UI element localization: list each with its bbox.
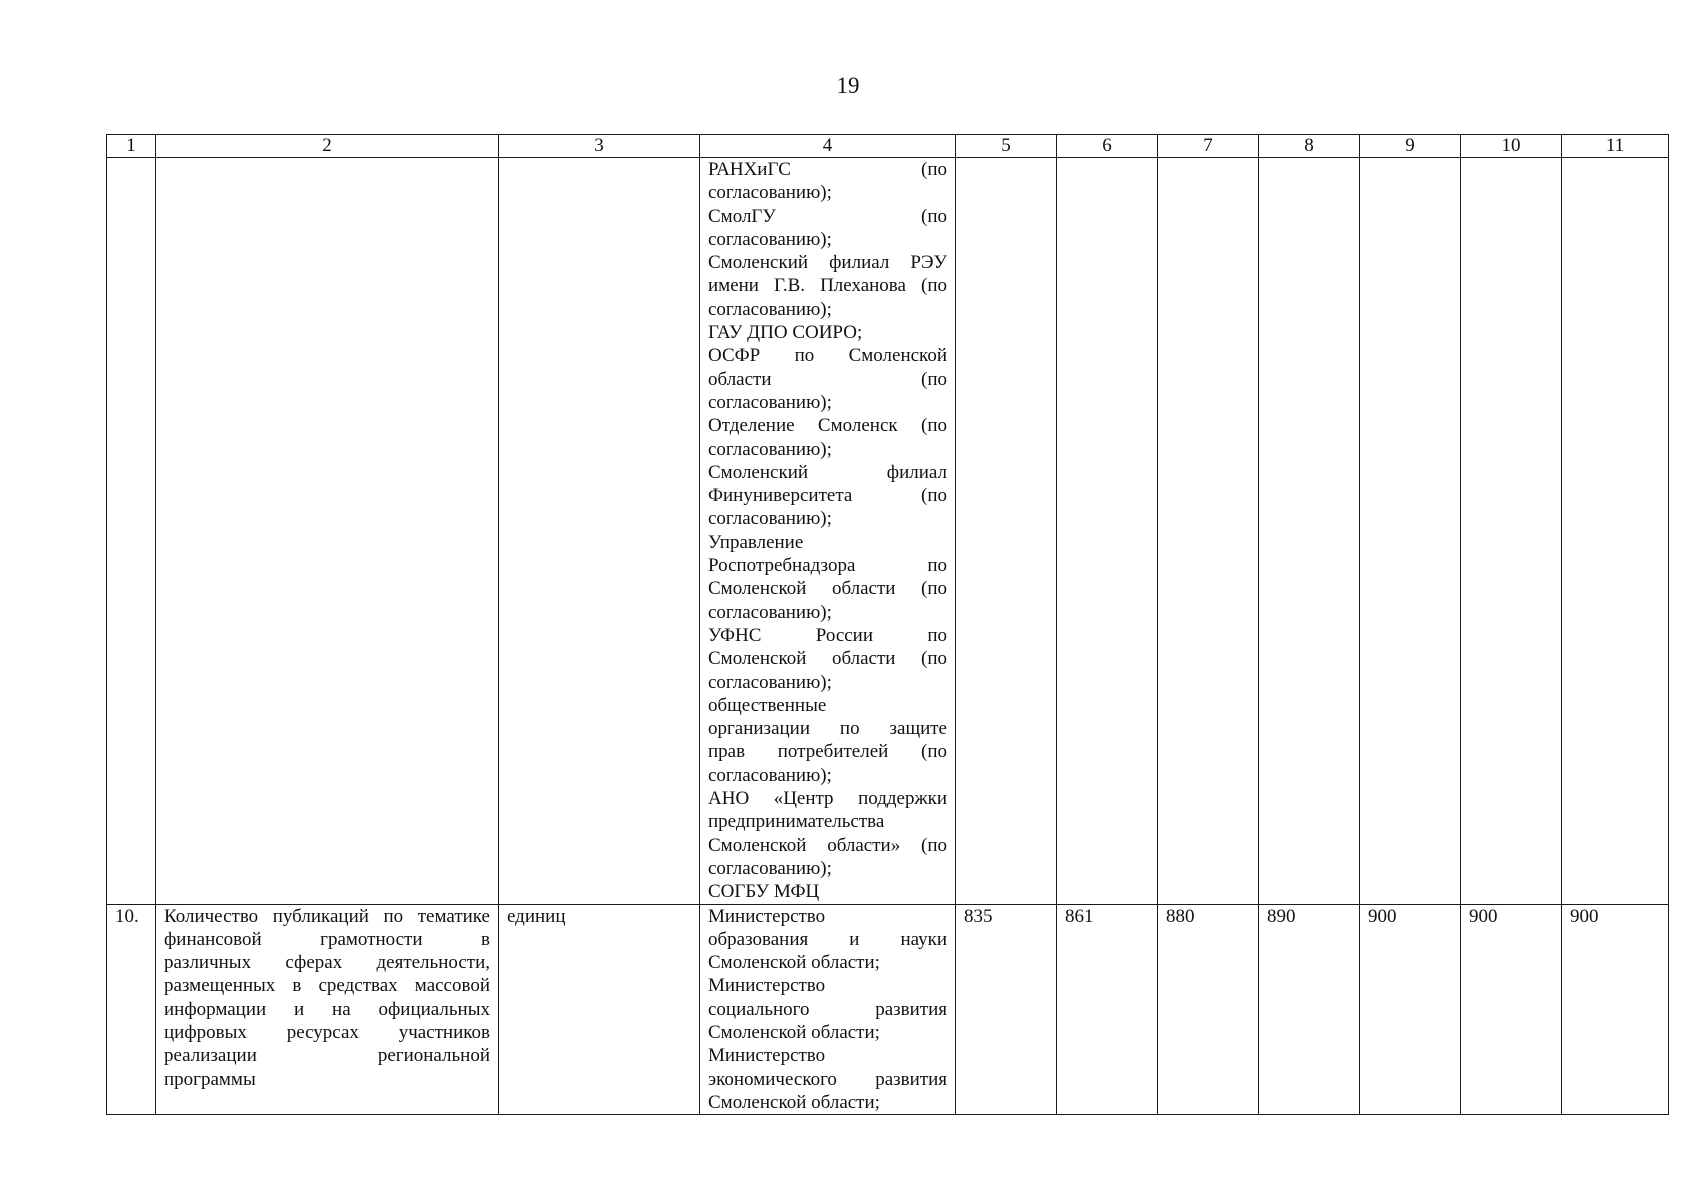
cell-text-line: финансовой грамотности в	[164, 928, 490, 950]
value-col-9: 900	[1360, 904, 1461, 1115]
cell-text-line: программы	[164, 1068, 256, 1090]
indicator-name-cell	[156, 904, 499, 1115]
cell-text-line: имени Г.В. Плеханова (по	[708, 275, 947, 297]
cell-text-line: согласованию);	[708, 438, 832, 460]
cell-text-line: информации и на официальных	[164, 998, 490, 1020]
cell-text-line: согласованию);	[708, 601, 832, 623]
cell-text-line: Управление	[708, 531, 804, 553]
cell-text-line: УФНС России по	[708, 624, 947, 646]
continuation-value-cell	[1360, 158, 1461, 905]
continuation-value-cell	[1562, 158, 1669, 905]
cell-text-line: Министерство	[708, 905, 826, 927]
cell-text-line: предпринимательства	[708, 811, 885, 833]
value-col-8: 890	[1259, 904, 1360, 1115]
cell-text-line: Смоленский филиал	[708, 461, 947, 483]
header-col-7: 7	[1158, 135, 1259, 158]
header-col-9: 9	[1360, 135, 1461, 158]
cell-text-line: Смоленской области;	[708, 1091, 880, 1113]
cell-text-line: Смоленской области (по	[708, 648, 947, 670]
header-col-2: 2	[156, 135, 499, 158]
cell-text-line: ОСФР по Смоленской	[708, 345, 947, 367]
header-col-6: 6	[1057, 135, 1158, 158]
cell-text-line: цифровых ресурсах участников	[164, 1021, 490, 1043]
continuation-responsible-cell	[700, 158, 956, 905]
header-col-5: 5	[956, 135, 1057, 158]
cell-text-line: Смоленской области;	[708, 952, 880, 974]
cell-text-line: Количество публикаций по тематике	[164, 905, 490, 927]
cell-text-line: согласованию);	[708, 671, 832, 693]
header-col-8: 8	[1259, 135, 1360, 158]
value-col-11: 900	[1562, 904, 1669, 1115]
cell-text-line: СОГБУ МФЦ	[708, 881, 820, 903]
cell-text-line: согласованию);	[708, 228, 832, 250]
column-number-header-row	[107, 135, 1669, 158]
continuation-value-cell	[1057, 158, 1158, 905]
cell-text-line: Смоленский филиал РЭУ	[708, 252, 947, 274]
cell-text-line: Отделение Смоленск (по	[708, 415, 947, 437]
cell-text-line: социального развития	[708, 998, 947, 1020]
header-col-11: 11	[1562, 135, 1669, 158]
cell-text-line: организации по защите	[708, 718, 947, 740]
header-col-3: 3	[499, 135, 700, 158]
cell-text-line: Роспотребнадзора по	[708, 555, 947, 577]
continuation-number-cell	[107, 158, 156, 905]
cell-text-line: СмолГУ (по	[708, 205, 947, 227]
indicators-table	[106, 134, 1669, 1115]
header-col-4: 4	[700, 135, 956, 158]
cell-text-line: Смоленской области;	[708, 1021, 880, 1043]
value-col-6: 861	[1057, 904, 1158, 1115]
cell-text-line: согласованию);	[708, 508, 832, 530]
header-col-1: 1	[107, 135, 156, 158]
table-row	[107, 904, 1669, 1115]
value-col-7: 880	[1158, 904, 1259, 1115]
cell-text-line: Финуниверситета (по	[708, 485, 947, 507]
cell-text-line: согласованию);	[708, 391, 832, 413]
cell-text-line: согласованию);	[708, 764, 832, 786]
responsible-executors-cell	[700, 904, 956, 1115]
cell-text-line: размещенных в средствах массовой	[164, 975, 490, 997]
page-number: 19	[836, 73, 860, 98]
cell-text-line: Смоленской области (по	[708, 578, 947, 600]
continuation-unit-cell	[499, 158, 700, 905]
continuation-value-cell	[1158, 158, 1259, 905]
row-number: 10.	[107, 904, 156, 1115]
value-col-5: 835	[956, 904, 1057, 1115]
cell-text-line: различных сферах деятельности,	[164, 952, 490, 974]
cell-text-line: согласованию);	[708, 182, 832, 204]
cell-text-line: Смоленской области» (по	[708, 834, 947, 856]
continuation-value-cell	[956, 158, 1057, 905]
continuation-indicator-cell	[156, 158, 499, 905]
cell-text-line: согласованию);	[708, 857, 832, 879]
header-col-10: 10	[1461, 135, 1562, 158]
cell-text-line: Министерство	[708, 975, 826, 997]
cell-text-line: Министерство	[708, 1045, 826, 1067]
unit-cell: единиц	[499, 904, 700, 1115]
cell-text-line: области (по	[708, 368, 947, 390]
continuation-row	[107, 158, 1669, 905]
cell-text-line: АНО «Центр поддержки	[708, 788, 947, 810]
continuation-value-cell	[1461, 158, 1562, 905]
cell-text-line: согласованию);	[708, 298, 832, 320]
cell-text-line: прав потребителей (по	[708, 741, 947, 763]
value-col-10: 900	[1461, 904, 1562, 1115]
cell-text-line: ГАУ ДПО СОИРО;	[708, 322, 863, 344]
cell-text-line: РАНХиГС (по	[708, 159, 947, 180]
cell-text-line: образования и науки	[708, 928, 947, 950]
continuation-value-cell	[1259, 158, 1360, 905]
cell-text-line: реализации региональной	[164, 1045, 490, 1067]
cell-text-line: экономического развития	[708, 1068, 947, 1090]
cell-text-line: общественные	[708, 694, 827, 716]
